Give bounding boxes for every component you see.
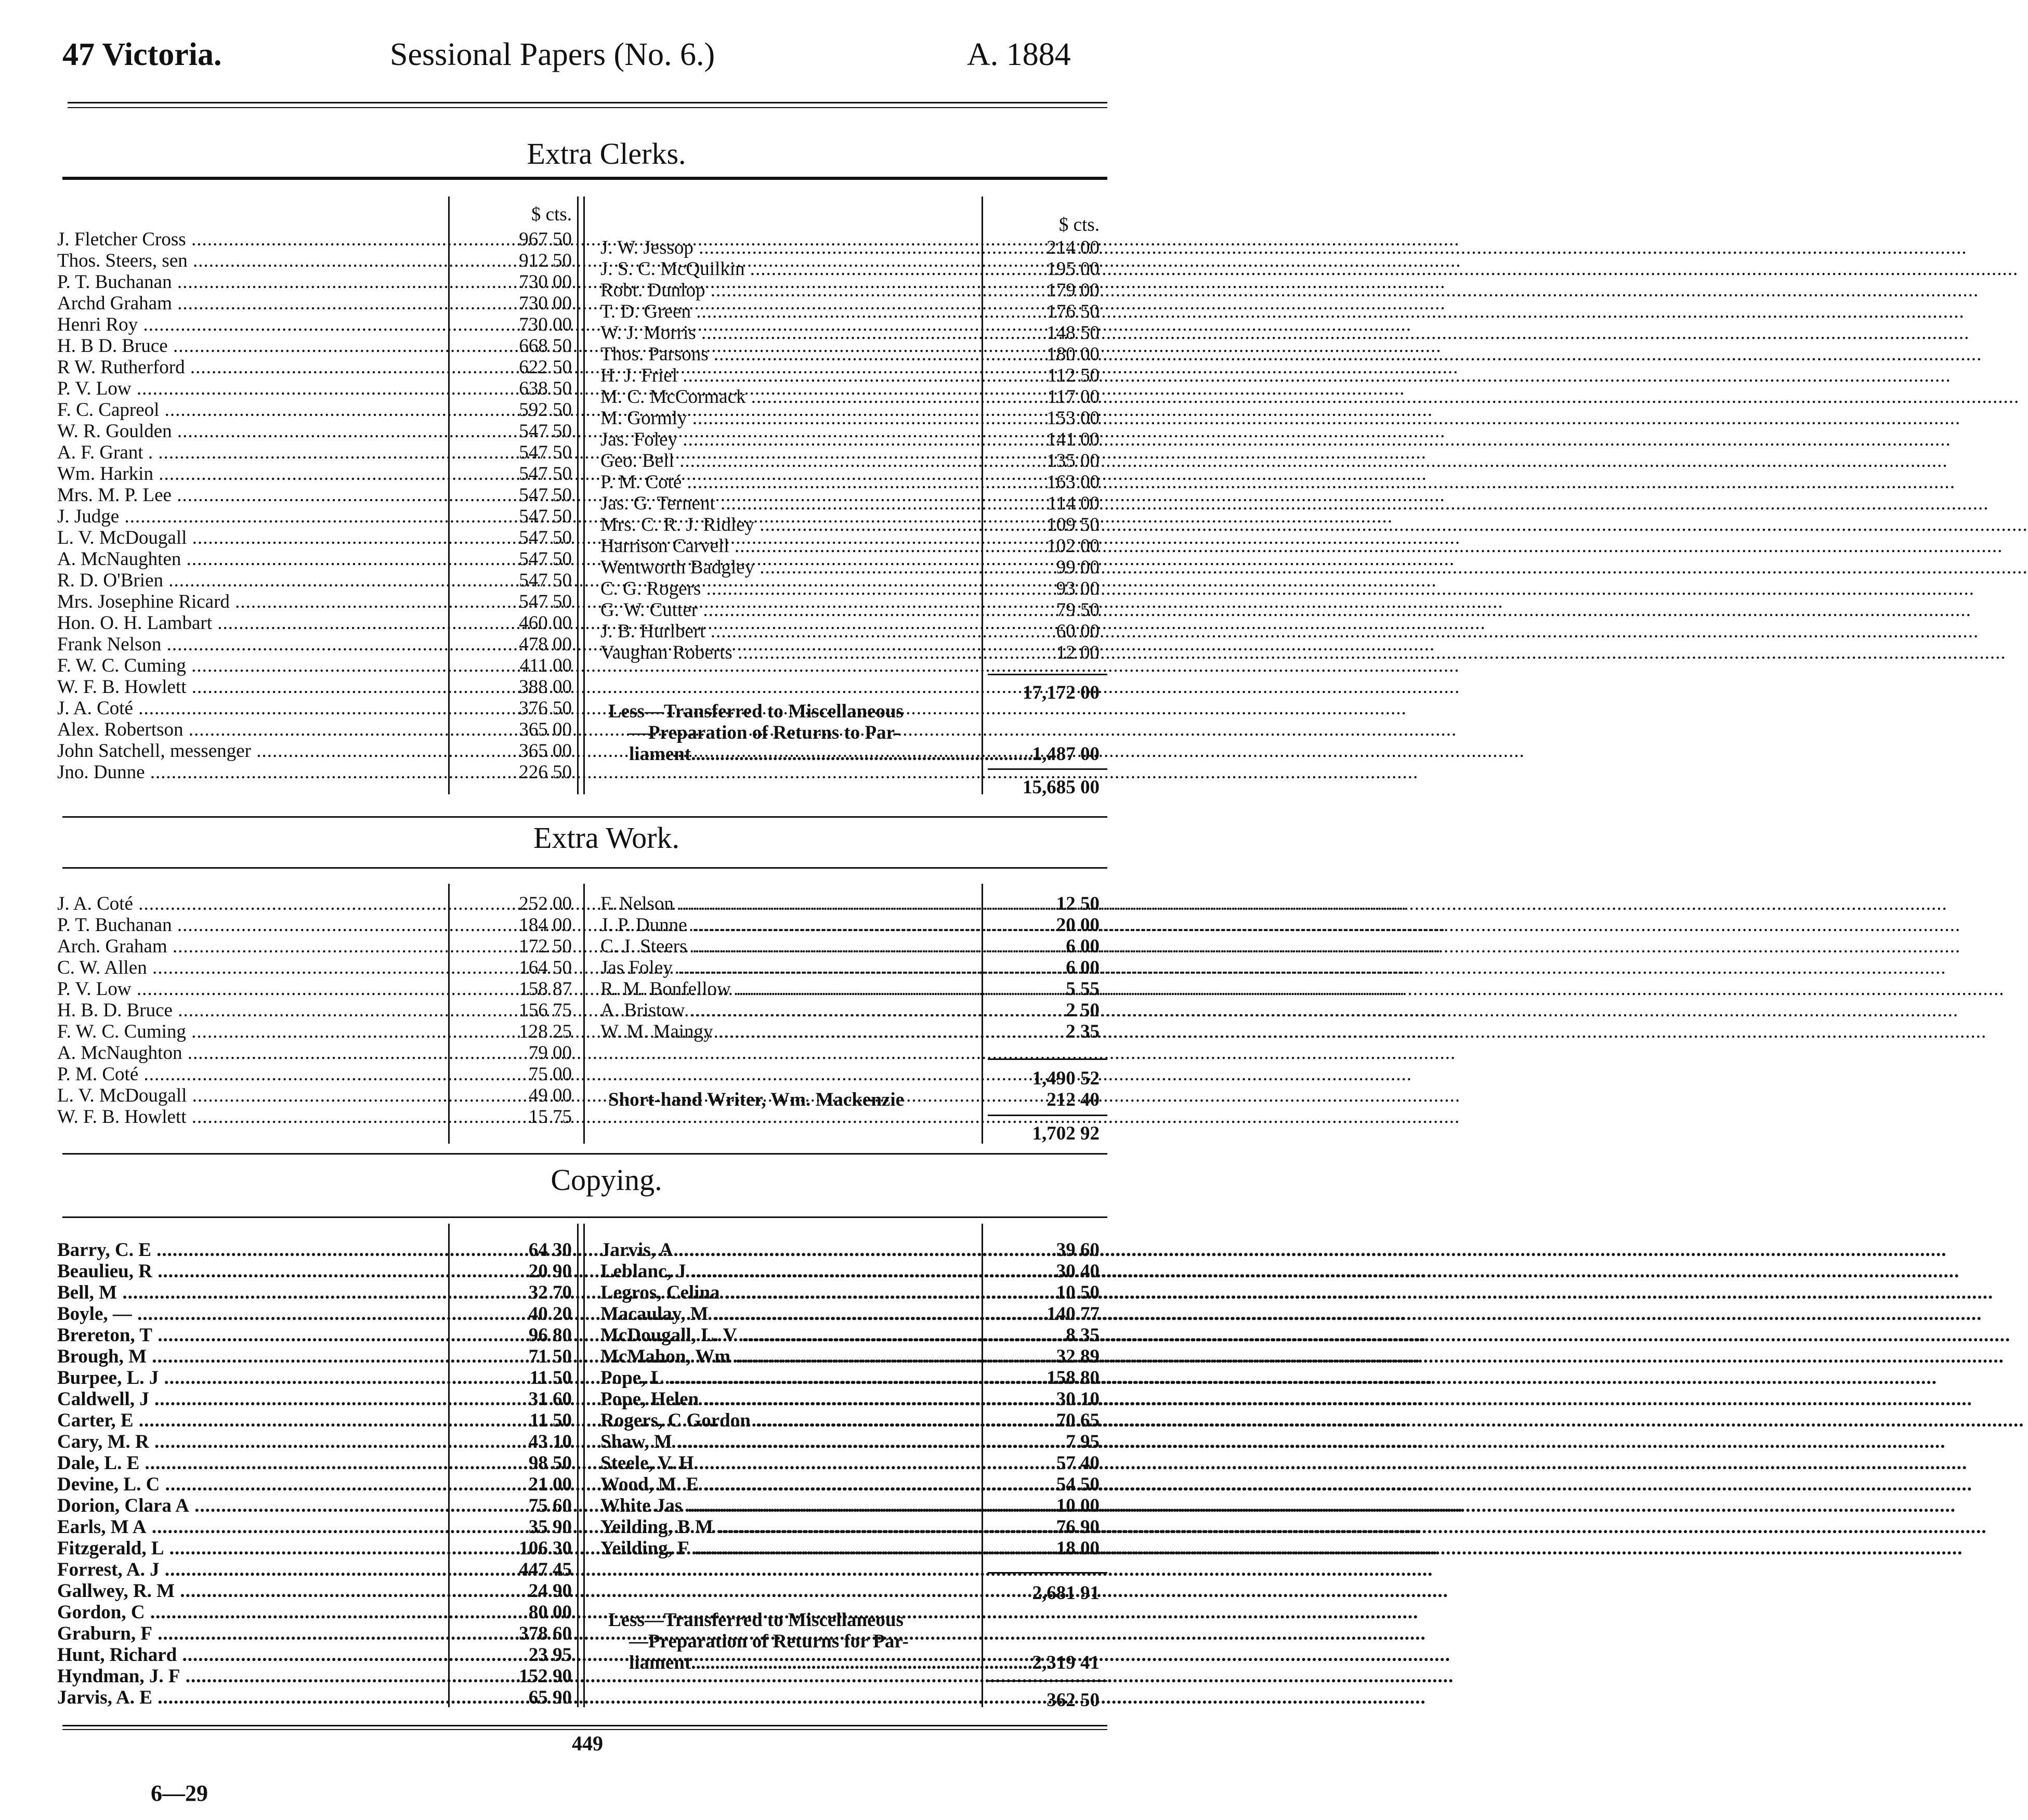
header-rule — [68, 102, 1107, 103]
list-item: Geo. Bell ..... 135 00 — [600, 450, 1107, 472]
list-item: Leblanc, J ..... 30 40 — [600, 1261, 1107, 1282]
list-item: Jarvis, A ..... 39 60 — [600, 1239, 1107, 1261]
list-item: John Satchell, messenger ..... 365 00 — [57, 740, 577, 762]
subtotal-rule — [988, 674, 1107, 675]
list-item: A. McNaughton ..... 79 00 — [57, 1042, 577, 1064]
list-item: Jas. Foley ..... 141 00 — [600, 429, 1107, 450]
list-item: J. Fletcher Cross ..... 967 50 — [57, 229, 577, 250]
extra-work-top-rule — [62, 867, 1107, 869]
copying-right-list — [600, 1239, 1107, 1559]
list-item: J. P. Dunne ..... 20 00 — [600, 914, 1107, 936]
extra-clerks-right-list — [600, 237, 1107, 663]
list-item: T. D. Green ..... 176 50 — [600, 301, 1107, 322]
list-item: P. V. Low ..... 158 87 — [57, 978, 577, 1000]
list-item: W. J. Morris ..... 148 50 — [600, 322, 1107, 344]
list-item: Burpee, L. J ..... 11 50 — [57, 1367, 577, 1389]
total-rule — [988, 768, 1107, 770]
list-item: C. W. Allen ..... 164 50 — [57, 957, 577, 978]
list-item: C. G. Rogers ..... 93 00 — [600, 578, 1107, 599]
list-item: P. M. Coté ..... 75 00 — [57, 1064, 577, 1085]
list-item: F. Nelson ..... 12 50 — [600, 893, 1107, 914]
list-item: P. M. Coté ..... 163 00 — [600, 472, 1107, 493]
list-item: P. T. Buchanan ..... 184 00 — [57, 914, 577, 936]
less-line-3: liament........................................................................... — [629, 743, 1052, 765]
list-item: Bell, M ..... 32 70 — [57, 1282, 577, 1303]
list-item: J. Judge ..... 547 50 — [57, 506, 577, 527]
list-item: Pope, L ..... 158 80 — [600, 1367, 1107, 1389]
list-item: Dorion, Clara A ..... 75 60 — [57, 1495, 577, 1516]
extra-clerks-section — [57, 204, 1107, 815]
copying-bottom-rule — [62, 1725, 1107, 1726]
list-item: Wm. Harkin ..... 547 50 — [57, 463, 577, 485]
extra-clerks-bottom-rule — [62, 816, 1107, 818]
list-item: Hunt, Richard ..... 23 95 — [57, 1644, 577, 1666]
cents-unit: cts. — [545, 204, 572, 225]
extra-clerks-subtotal: 17,172 00 — [1023, 682, 1100, 703]
list-item: A. Bristow ..... 2 50 — [600, 1000, 1107, 1021]
extra-clerks-less-amount: 1,487 00 — [1032, 743, 1100, 765]
signature-mark: 6—29 — [151, 1780, 208, 1806]
list-item: H. J. Friel ..... 112 50 — [600, 365, 1107, 386]
extra-work-section — [57, 893, 1107, 1153]
extra-work-subtotal: 1,490 52 — [1032, 1068, 1100, 1089]
list-item: F. W. C. Cuming ..... 128 25 — [57, 1021, 577, 1042]
header-left: 47 Victoria. — [62, 37, 222, 72]
list-item: W. M. Maingy ..... 2 35 — [600, 1021, 1107, 1042]
extra-work-right-list — [600, 893, 1107, 1042]
list-item: L. V. McDougall ..... 49 00 — [57, 1085, 577, 1106]
header-rule-thin — [68, 107, 1107, 108]
list-item: R. M. Bonfellow ..... 5 55 — [600, 978, 1107, 1000]
list-item: L. V. McDougall ..... 547 50 — [57, 527, 577, 548]
list-item: Shaw, M ..... 7 95 — [600, 1431, 1107, 1452]
extra-clerks-title: Extra Clerks. — [527, 137, 686, 171]
subtotal-rule — [988, 1572, 1107, 1574]
page-number: 449 — [572, 1732, 603, 1755]
list-item: White Jas ..... 10 00 — [600, 1495, 1107, 1516]
list-item: Fitzgerald, L ..... 106 30 — [57, 1538, 577, 1559]
less-line-2: —Preparation of Returns for Par- — [629, 1631, 909, 1652]
list-item: F. C. Capreol ..... 592 50 — [57, 399, 577, 421]
list-item: Frank Nelson ..... 478 00 — [57, 634, 577, 655]
list-item: J. B. Hurlbert ..... 60 00 — [600, 621, 1107, 642]
copying-less-amount: 2,319 41 — [1032, 1652, 1100, 1673]
list-item: Alex. Robertson ..... 365 00 — [57, 719, 577, 740]
list-item: R. D. O'Brien ..... 547 50 — [57, 570, 577, 591]
list-item: Mrs. C. R. J. Ridley ..... 109 50 — [600, 514, 1107, 535]
list-item: Henri Roy ..... 730 00 — [57, 314, 577, 335]
list-item: W. F. B. Howlett ..... 15 75 — [57, 1106, 577, 1128]
list-item: C. J. Steers ..... 6 00 — [600, 936, 1107, 957]
list-item: McDougall, L. V ..... 8 35 — [600, 1325, 1107, 1346]
extra-work-left-list — [57, 893, 577, 1128]
list-item: J. W. Jessop ..... 214 00 — [600, 237, 1107, 258]
list-item: H. B D. Bruce ..... 668 50 — [57, 335, 577, 357]
list-item: M. C. McCormack ..... 117 00 — [600, 386, 1107, 408]
list-item: Hon. O. H. Lambart ..... 460 00 — [57, 612, 577, 634]
list-item: Legros, Celina ..... 10 50 — [600, 1282, 1107, 1303]
list-item: J. S. C. McQuilkin ..... 195 00 — [600, 258, 1107, 280]
list-item: Caldwell, J ..... 31 60 — [57, 1389, 577, 1410]
list-item: A. F. Grant . ..... 547 50 — [57, 442, 577, 463]
header-right: A. 1884 — [967, 37, 1071, 72]
list-item: Cary, M. R ..... 43 10 — [57, 1431, 577, 1452]
list-item: Dale, L. E ..... 98 50 — [57, 1452, 577, 1474]
list-item: Rogers, C Gordon ..... 70 65 — [600, 1410, 1107, 1431]
list-item: G. W. Cutter ..... 79 50 — [600, 599, 1107, 621]
list-item: W. R. Goulden ..... 547 50 — [57, 421, 577, 442]
list-item: Forrest, A. J ..... 447 45 — [57, 1559, 577, 1580]
list-item: Jno. Dunne ..... 226 50 — [57, 762, 577, 783]
list-item: R W. Rutherford ..... 622 50 — [57, 357, 577, 378]
list-item: Wood, M. E ..... 54 50 — [600, 1474, 1107, 1495]
extra-work-title: Extra Work. — [533, 821, 679, 855]
dollar-unit: $ — [531, 204, 541, 225]
list-item: P. V. Low ..... 638 50 — [57, 378, 577, 399]
extra-clerks-top-rule — [62, 177, 1107, 180]
list-item: Yeilding, B M ..... 76 90 — [600, 1516, 1107, 1538]
less-line-3: liament........................................................................... — [629, 1652, 1052, 1673]
copying-section — [57, 1239, 1107, 1723]
list-item: J. A. Coté ..... 376 50 — [57, 698, 577, 719]
list-item: Arch. Graham ..... 172 50 — [57, 936, 577, 957]
extra-clerks-left-list — [57, 229, 577, 783]
extra-work-bottom-rule — [62, 1153, 1107, 1155]
list-item: W. F. B. Howlett ..... 388 00 — [57, 676, 577, 698]
list-item: F. W. C. Cuming ..... 411 00 — [57, 655, 577, 676]
list-item: Thos. Parsons ..... 180 00 — [600, 344, 1107, 365]
list-item: Harrison Carvell ..... 102 00 — [600, 535, 1107, 557]
extra-clerks-total: 15,685 00 — [1023, 777, 1100, 798]
list-item: Vaughan Roberts ..... 12 00 — [600, 642, 1107, 663]
list-item: Brereton, T ..... 96 80 — [57, 1325, 577, 1346]
less-line-1: Less—Transferred to Miscellaneous — [608, 1609, 904, 1631]
shorthand-writer-label: Short-hand Writer, Wm. Mackenzie — [608, 1089, 905, 1110]
extra-work-total: 1,702 92 — [1032, 1123, 1100, 1144]
list-item: Graburn, F ..... 378 60 — [57, 1623, 577, 1644]
copying-title: Copying. — [551, 1163, 662, 1197]
total-rule — [988, 1115, 1107, 1116]
list-item: McMahon, Wm ..... 32 89 — [600, 1346, 1107, 1367]
list-item: P. T. Buchanan ..... 730 00 — [57, 271, 577, 293]
list-item: Brough, M ..... 71 50 — [57, 1346, 577, 1367]
list-item: Pope, Helen ..... 30 10 — [600, 1389, 1107, 1410]
list-item: Devine, L. C ..... 21 00 — [57, 1474, 577, 1495]
list-item: Boyle, — ..... 40 20 — [57, 1303, 577, 1325]
list-item: Jarvis, A. E ..... 65 90 — [57, 1687, 577, 1708]
list-item: Carter, E ..... 11 50 — [57, 1410, 577, 1431]
list-item: Robt. Dunlop ..... 179 00 — [600, 280, 1107, 301]
list-item: J. A. Coté ..... 252 00 — [57, 893, 577, 914]
total-rule — [988, 1680, 1107, 1682]
copying-subtotal: 2,681 91 — [1032, 1582, 1100, 1604]
list-item: Mrs. M. P. Lee ..... 547 50 — [57, 485, 577, 506]
list-item: Archd Graham ..... 730 00 — [57, 293, 577, 314]
copying-bottom-rule-thin — [62, 1729, 1107, 1730]
list-item: Jas Foley ..... 6 00 — [600, 957, 1107, 978]
list-item: M. Gormly ..... 153 00 — [600, 408, 1107, 429]
copying-top-rule — [62, 1216, 1107, 1218]
subtotal-rule — [988, 1058, 1107, 1060]
list-item: Macaulay, M ..... 140 77 — [600, 1303, 1107, 1325]
list-item: Thos. Steers, sen ..... 912 50 — [57, 250, 577, 271]
dollar-unit: $ — [1058, 214, 1069, 235]
header-center: Sessional Papers (No. 6.) — [390, 37, 715, 72]
list-item: Hyndman, J. F ..... 152 90 — [57, 1666, 577, 1687]
copying-total: 362 50 — [1046, 1690, 1100, 1711]
list-item: Yeilding, F ..... 18 00 — [600, 1538, 1107, 1559]
list-item: Gallwey, R. M ..... 24 90 — [57, 1580, 577, 1602]
list-item: Gordon, C ..... 80 00 — [57, 1602, 577, 1623]
shorthand-writer-amount: 212 40 — [1046, 1089, 1100, 1110]
list-item: Barry, C. E ..... 64 30 — [57, 1239, 577, 1261]
cents-unit: cts. — [1073, 214, 1100, 235]
less-line-2: —Preparation of Returns to Par- — [629, 722, 901, 743]
list-item: H. B. D. Bruce ..... 156 75 — [57, 1000, 577, 1021]
list-item: Wentworth Badgley ..... 99 00 — [600, 557, 1107, 578]
unit-header-left — [494, 204, 572, 225]
list-item: Jas. G. Ternent ..... 114 00 — [600, 493, 1107, 514]
list-item: Beaulieu, R ..... 20 90 — [57, 1261, 577, 1282]
less-line-1: Less—Transferred to Miscellaneous — [608, 701, 904, 722]
list-item: Mrs. Josephine Ricard ..... 547 50 — [57, 591, 577, 612]
list-item: A. McNaughten ..... 547 50 — [57, 548, 577, 570]
list-item: Earls, M A ..... 35 90 — [57, 1516, 577, 1538]
list-item: Steele, V. H ..... 57 40 — [600, 1452, 1107, 1474]
copying-left-list — [57, 1239, 577, 1708]
